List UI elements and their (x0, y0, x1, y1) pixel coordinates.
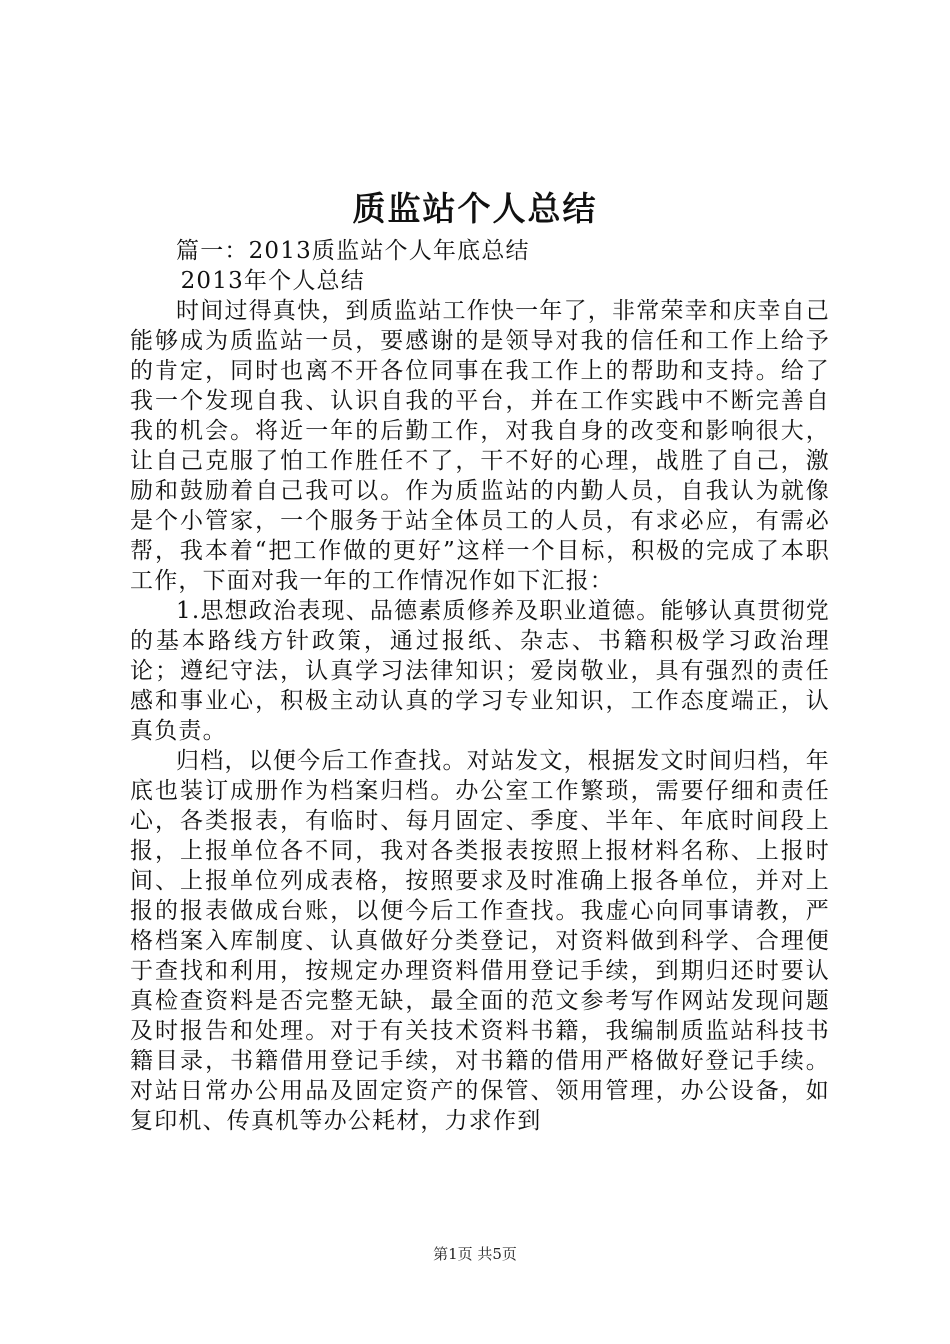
body-paragraph-intro: 时间过得真快，到质监站工作快一年了，非常荣幸和庆幸自己能够成为质监站一员，要感谢的是领导对我的信任和工作上给予的肯定，同时也离不开各位同事在我工作上的帮助和支持。给了我一个发现自我、认识自我的平台，并在工作实践中不断完善自我的机会。将近一年的后勤工作，对我自身的改变和影响很大，让自己克服了怕工作胜任不了，干不好的心理，战胜了自己，激励和鼓励着自己我可以。作为质监站的内勤人员，自我认为就像是个小管家，一个服务于站全体员工的人员，有求必应，有需必帮，我本着“把工作做的更好”这样一个目标，积极的完成了本职工作，下面对我一年的工作情况作如下汇报： (130, 298, 830, 594)
document-title: 质监站个人总结 (352, 189, 598, 228)
body-paragraph-political: 1.思想政治表现、品德素质修养及职业道德。能够认真贯彻党的基本路线方针政策，通过报纸、杂志、书籍积极学习政治理论；遵纪守法，认真学习法律知识；爱岗敬业，具有强烈的责任感和事业心，积极主动认真的学习专业知识，工作态度端正，认真负责。 (130, 598, 830, 744)
document-body (130, 236, 830, 1136)
page-footer: 第1页 共5页 (433, 1245, 517, 1263)
sub-heading: 2013年个人总结 (180, 268, 365, 294)
body-paragraph-archiving: 归档，以便今后工作查找。对站发文，根据发文时间归档，年底也装订成册作为档案归档。办公室工作繁琐，需要仔细和责任心，各类报表，有临时、每月固定、季度、半年、年底时间段上报，上报单位各不同，我对各类报表按照上报材料名称、上报时间、上报单位列成表格，按照要求及时准确上报各单位，并对上报的报表做成台账，以便今后工作查找。我虚心向同事请教，严格档案入库制度、认真做好分类登记，对资料做到科学、合理便于查找和利用，按规定办理资料借用登记手续，到期归还时要认真检查资料是否完整无缺，最全面的范文参考写作网站发现问题及时报告和处理。对于有关技术资料书籍，我编制质监站科技书籍目录，书籍借用登记手续，对书籍的借用严格做好登记手续。对站日常办公用品及固定资产的保管、领用管理，办公设备，如复印机、传真机等办公耗材，力求作到 (130, 748, 830, 1134)
section-heading: 篇一：2013质监站个人年底总结 (176, 238, 530, 264)
